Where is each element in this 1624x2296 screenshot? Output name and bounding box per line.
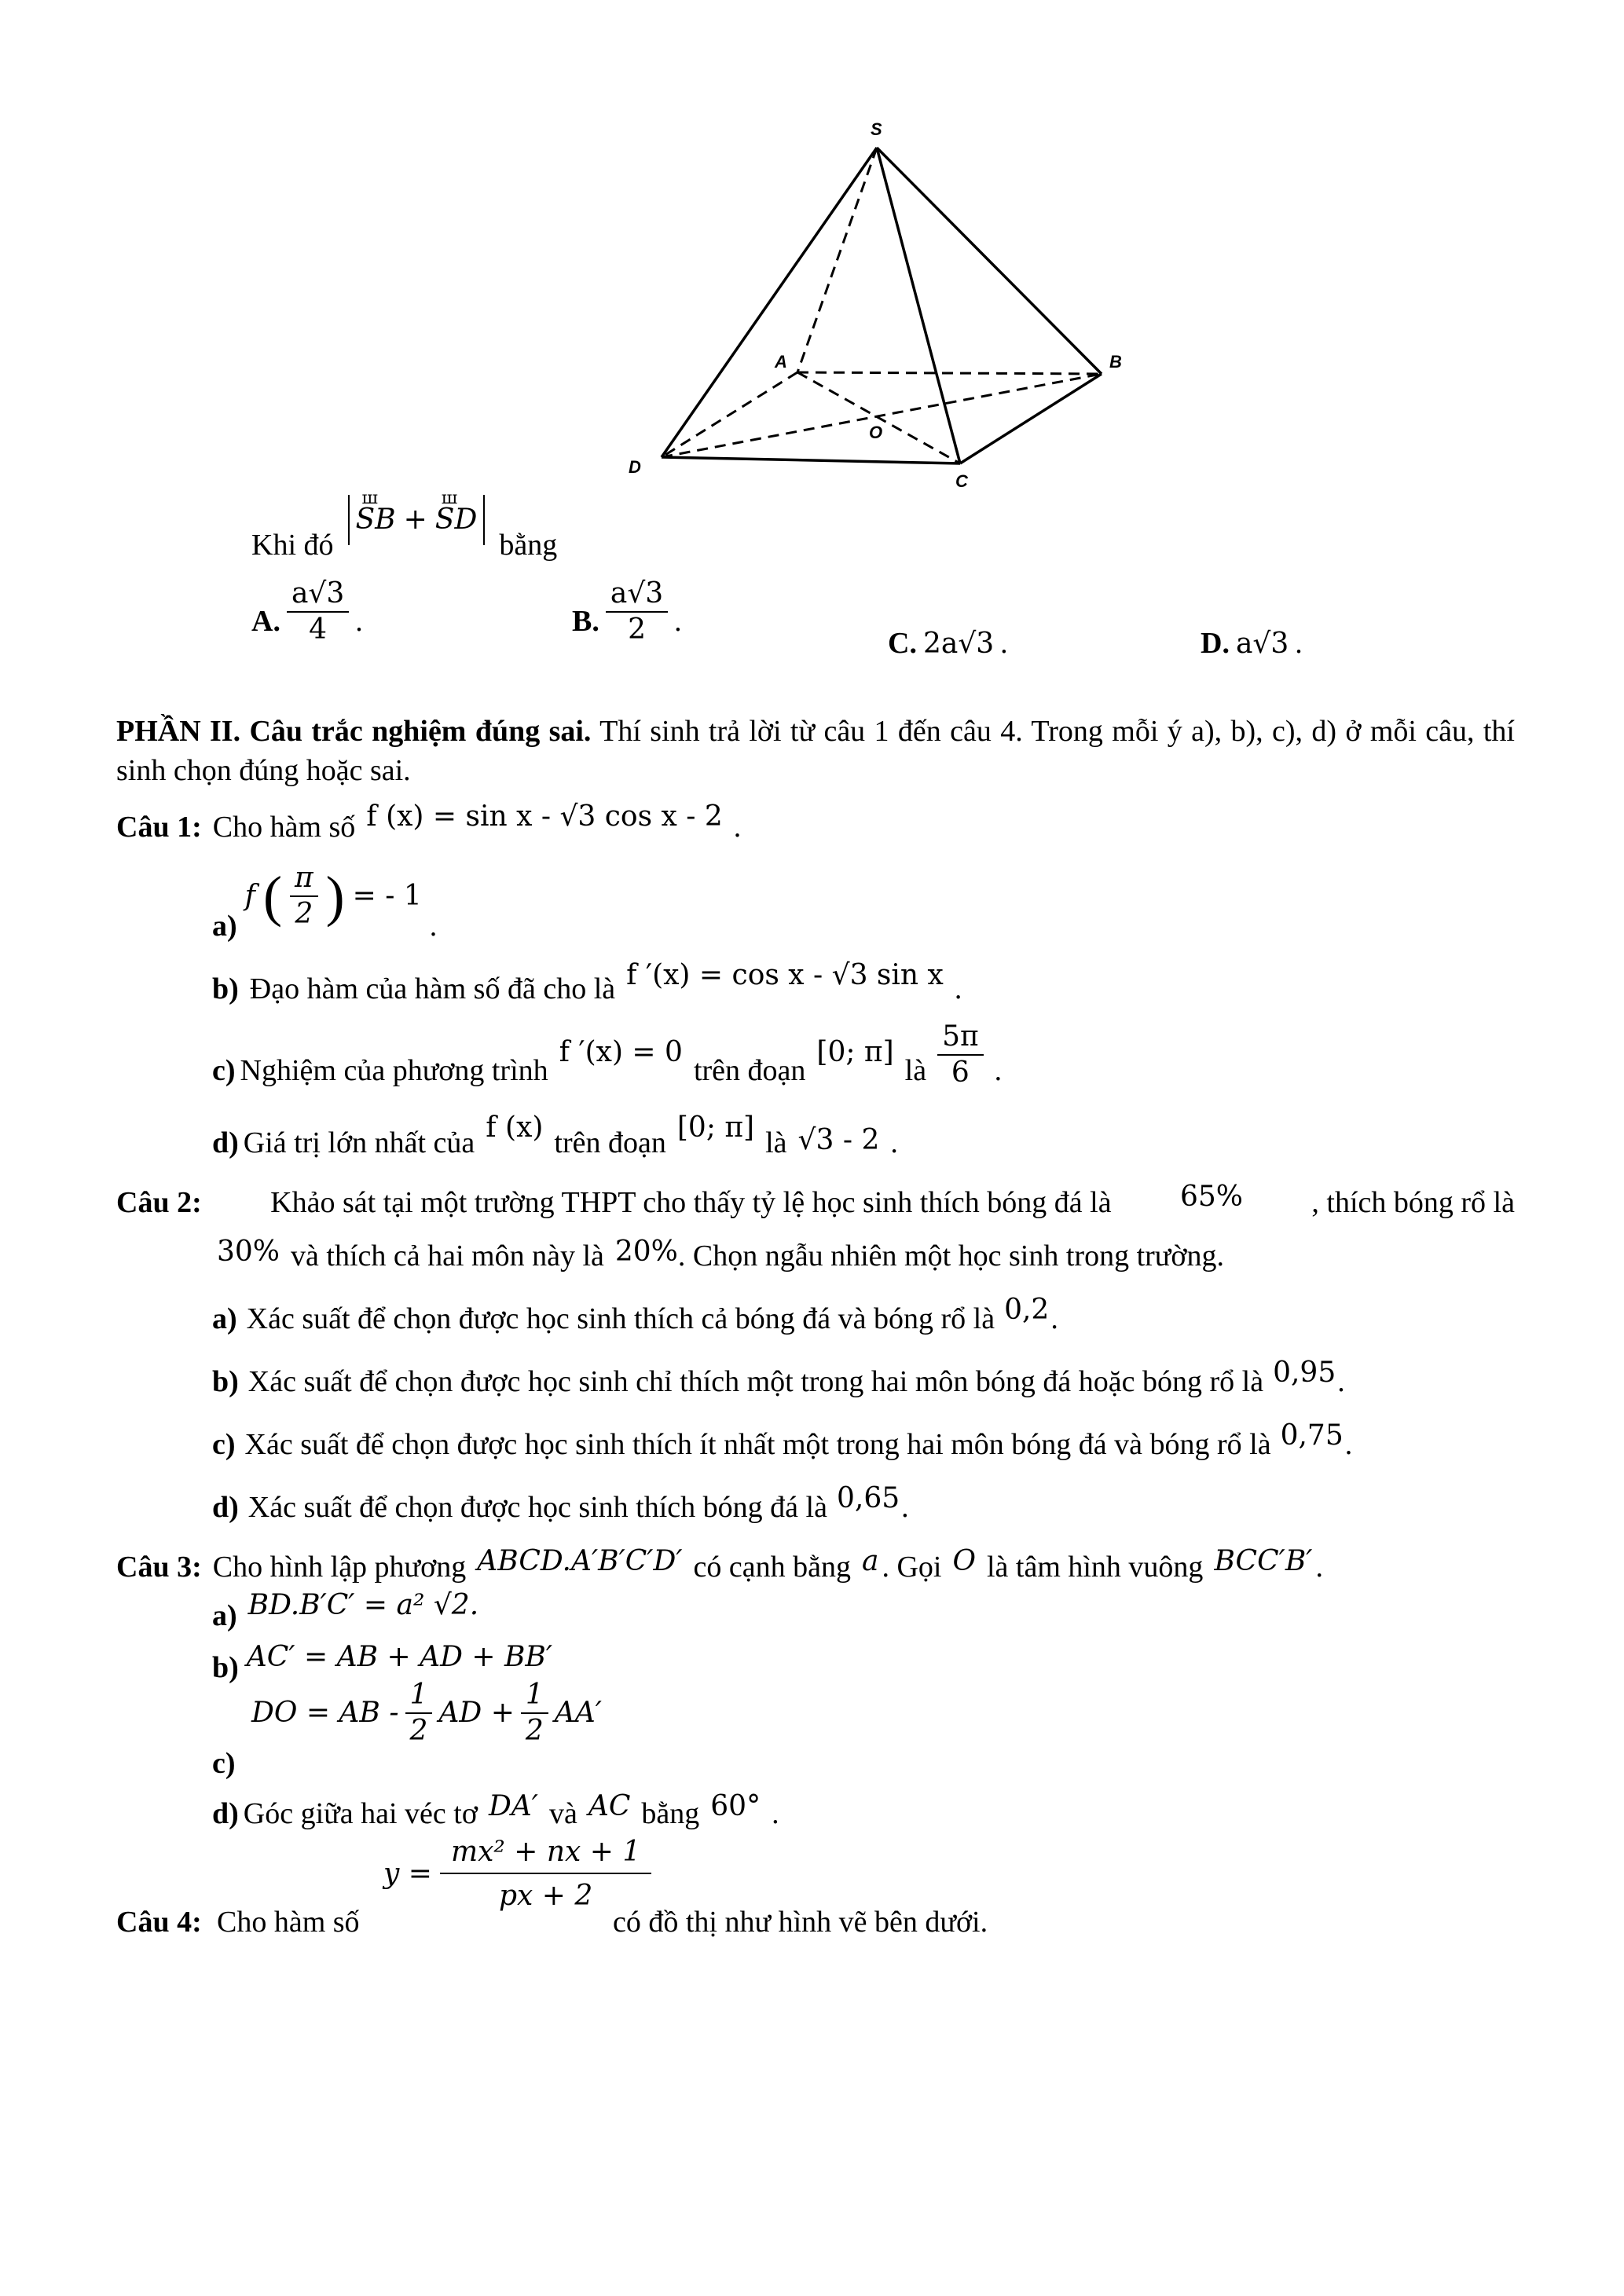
q3-item-b[interactable]: b) AC′ = AB + AD + BB′ (212, 1641, 553, 1684)
vertex-label-b: B (1109, 352, 1122, 372)
q3-c-expr: DO = AB - $\frac{1}{2}$ AD + $\frac{1}{2}$ AA′ (251, 1679, 602, 1747)
part2-text: Thí sinh trả lời từ câu 1 đến câu 4. Trong mỗi ý a), b), c), d) ở mỗi câu, thí sinh chọn đúng hoặc sai. (116, 715, 1515, 787)
vertex-label-o: O (869, 423, 883, 442)
q2-stem-line1: Câu 2: Khảo sát tại một trường THPT cho thấy tỷ lệ học sinh thích bóng đá là 65% , thích bóng rổ là (116, 1181, 1515, 1219)
q3-item-d[interactable]: d) Góc giữa hai véc tơ DA′ và AC bằng 60° . (212, 1790, 779, 1830)
part2-intro (116, 712, 1515, 790)
q1-item-d[interactable]: d) Giá trị lớn nhất của f (x) trên đoạn [0; π] là √3 - 2 . (212, 1111, 898, 1159)
option-c[interactable]: C. 2a√3 . (888, 627, 1008, 660)
q1-stem: Câu 1: Cho hàm số f (x) = sin x - √3 cos x - 2 . (116, 800, 742, 844)
option-d[interactable]: D. a√3 . (1201, 627, 1303, 660)
q3-stem: Câu 3: Cho hình lập phương ABCD.A′B′C′D′ có cạnh bằng a . Gọi O là tâm hình vuông BCC′B′ . (116, 1545, 1323, 1584)
prompt-pre: Khi đó (251, 529, 334, 562)
vertex-label-s: S (871, 119, 882, 139)
q1-function: f (x) = sin x - √3 cos x - 2 (366, 800, 723, 833)
q2-item-b[interactable]: b) Xác suất để chọn được học sinh chỉ thích một trong hai môn bóng đá hoặc bóng rổ là 0,95 . (212, 1357, 1345, 1398)
q2-item-c[interactable]: c) Xác suất để chọn được học sinh thích ít nhất một trong hai môn bóng đá và bóng rổ là 0,75 . (212, 1419, 1353, 1461)
q4-function: y = $\frac{\text{mx² + nx + 1}}{px + 2}$ (383, 1838, 651, 1910)
vertex-label-c: C (955, 471, 968, 491)
option-b[interactable]: B. $\frac{a√3}{2}$ . (572, 577, 682, 646)
q2-stem-line2: 30% và thích cả hai môn này là 20% . Chọn ngẫu nhiên một học sinh trong trường. (217, 1236, 1224, 1273)
vector-sb: ш SB (355, 489, 396, 536)
vector-sd: ш SD (434, 489, 478, 536)
q1-item-c[interactable]: c) Nghiệm của phương trình f ′(x) = 0 trên đoạn [0; π] là $\frac{5\pi}{6}$ . (212, 1020, 1003, 1089)
vertex-label-d: D (629, 457, 641, 477)
part2-heading: PHẦN II. Câu trắc nghiệm đúng sai. (116, 715, 592, 748)
vertex-label-a: A (775, 352, 787, 372)
prompt-post: bằng (499, 529, 558, 562)
q4-stem: Câu 4: Cho hàm số y = $\frac{\text{mx² + nx + 1}}{px + 2}$ có đồ thị như hình vẽ bên dưới. (116, 1836, 988, 1939)
q2-item-a[interactable]: a) Xác suất để chọn được học sinh thích cả bóng đá và bóng rổ là 0,2 . (212, 1294, 1058, 1335)
q3-item-a[interactable]: a) BD.B′C′ = a² √2. (212, 1589, 479, 1632)
option-a[interactable]: A. $\frac{a√3}{4}$ . (251, 577, 363, 646)
pyramid-figure (621, 118, 1155, 495)
q1-item-b[interactable]: b) Đạo hàm của hàm số đã cho là f ′(x) = cos x - √3 sin x . (212, 959, 962, 1005)
vector-sum-abs: ш SB + ш SD (348, 495, 486, 545)
q1-item-a[interactable]: a) f ( $\frac{\pi}{2}$ ) = - 1 . (212, 862, 438, 943)
prev-question-prompt (251, 489, 558, 562)
q2-item-d[interactable]: d) Xác suất để chọn được học sinh thích bóng đá là 0,65 . (212, 1482, 909, 1524)
